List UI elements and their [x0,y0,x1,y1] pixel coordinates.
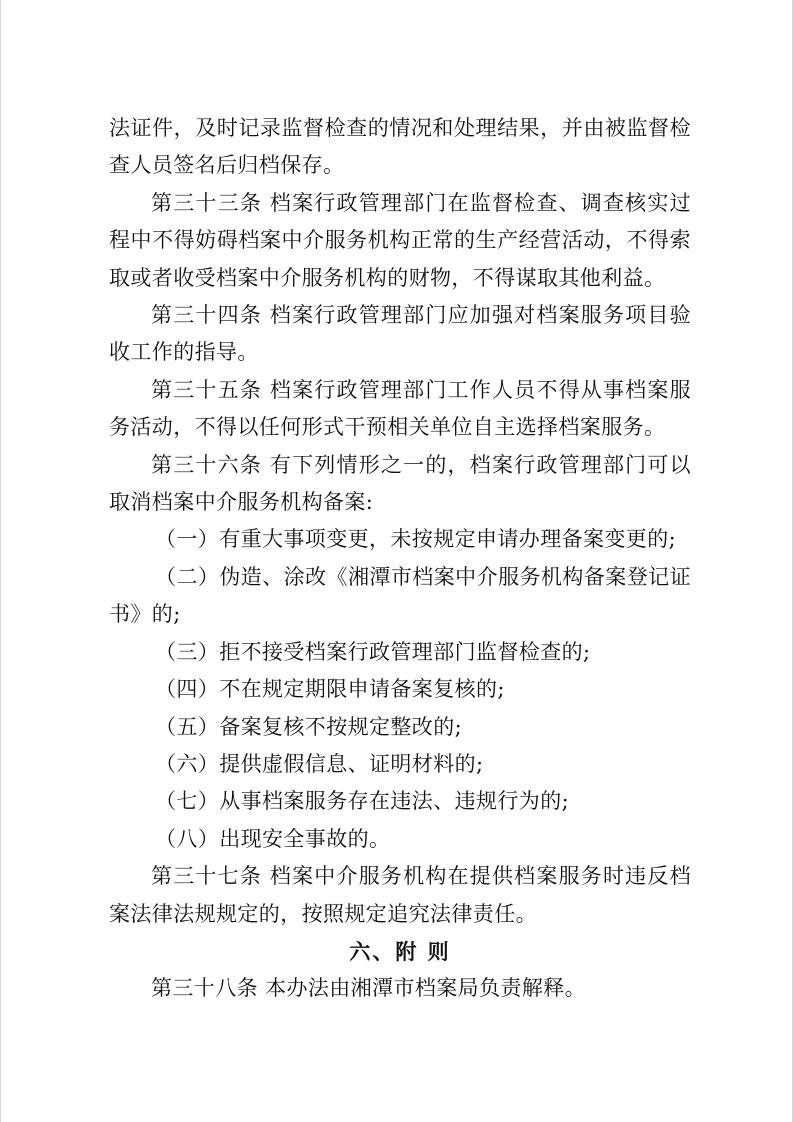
list-item: （三）拒不接受档案行政管理部门监督检查的; [155,639,591,664]
article-33: 第三十三条 档案行政管理部门在监督检查、调查核实过程中不得妨碍档案中介服务机构正常的生产经营活动，不得索取或者收受档案中介服务机构的财物，不得谋取其他利益。 [109,190,691,290]
list-item: （二）伪造、涂改《湘潭市档案中介服务机构备案登记证书》的; [109,564,691,627]
list-item: （四）不在规定期限申请备案复核的; [155,677,505,702]
continuation-paragraph: 法证件，及时记录监督检查的情况和处理结果，并由被监督检查人员签名后归档保存。 [109,116,691,178]
article-37: 第三十七条 档案中介服务机构在提供档案服务时违反档案法律法规规定的，按照规定追究法律责任。 [109,864,691,926]
list-item: （七）从事档案服务存在违法、违规行为的; [155,789,570,814]
list-item: （六）提供虚假信息、证明材料的; [155,751,484,776]
section-heading: 六、附 则 [349,938,451,964]
document-body [109,110,691,1008]
article-36: 第三十六条 有下列情形之一的，档案行政管理部门可以取消档案中介服务机构备案: [109,452,691,515]
article-34: 第三十四条 档案行政管理部门应加强对档案服务项目验收工作的指导。 [109,303,691,365]
list-item: （五）备案复核不按规定整改的; [155,714,463,739]
article-38: 第三十八条 本办法由湘潭市档案局负责解释。 [151,976,587,1001]
list-item: （一）有重大事项变更，未按规定申请办理备案变更的; [155,527,677,552]
article-35: 第三十五条 档案行政管理部门工作人员不得从事档案服务活动，不得以任何形式干预相关单位自主选择档案服务。 [109,377,691,440]
list-item: （八）出现安全事故的。 [155,826,391,851]
